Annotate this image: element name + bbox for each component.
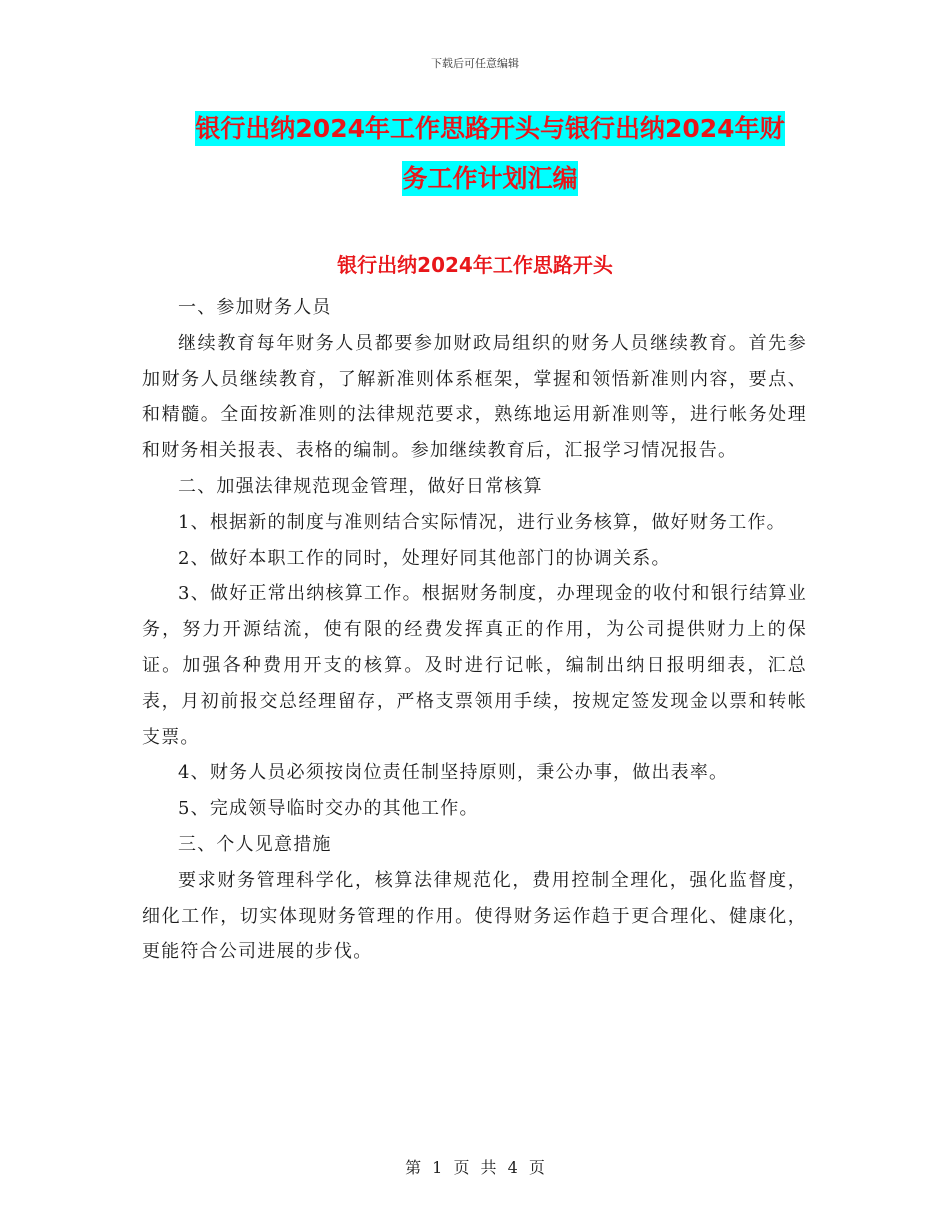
heading-1: 一、参加财务人员 <box>178 297 332 318</box>
list-item: 1、根据新的制度与准则结合实际情况，进行业务核算，做好财务工作。 <box>178 511 786 533</box>
heading-2: 二、加强法律规范现金管理，做好日常核算 <box>178 475 543 497</box>
list-item: 3、做好正常出纳核算工作。根据财务制度，办理现金的收付和银行结算业务，努力开源结流，使有限的经费发挥真正的作用，为公司提供财力上的保证。加强各种费用开支的核算。及时进行记帐，编制出纳日报明细表，汇总表，月初前报交总经理留存，严格支票领用手续，按规定签发现金以票和转帐支票。 <box>142 583 807 748</box>
list-item: 4、财务人员必须按岗位责任制坚持原则，秉公办事，做出表率。 <box>178 762 729 784</box>
document-title-line-2: 务工作计划汇编 <box>402 161 577 196</box>
heading-3: 三、个人见意措施 <box>178 833 332 855</box>
section-title: 银行出纳2024年工作思路开头 <box>337 253 613 277</box>
paragraph: 要求财务管理科学化，核算法律规范化，费用控制全理化，强化监督度，细化工作，切实体现财务管理的作用。使得财务运作趋于更合理化、健康化，更能符合公司进展的步伐。 <box>142 869 807 963</box>
document-title-line-1: 银行出纳2024年工作思路开头与银行出纳2024年财 <box>195 111 784 146</box>
paragraph: 继续教育每年财务人员都要参加财政局组织的财务人员继续教育。首先参加财务人员继续教育，了解新准则体系框架，掌握和领悟新准则内容，要点、和精髓。全面按新准则的法律规范要求，熟练地运用新准则等，进行帐务处理和财务相关报表、表格的编制。参加继续教育后，汇报学习情况报告。 <box>142 332 807 462</box>
list-item: 2、做好本职工作的同时，处理好同其他部门的协调关系。 <box>178 547 671 569</box>
document-title <box>140 104 840 204</box>
list-item: 5、完成领导临时交办的其他工作。 <box>178 798 479 820</box>
page-footer: 第 1 页 共 4 页 <box>405 1158 545 1177</box>
document-body <box>142 290 807 970</box>
page-header-note: 下载后可任意编辑 <box>431 57 519 70</box>
